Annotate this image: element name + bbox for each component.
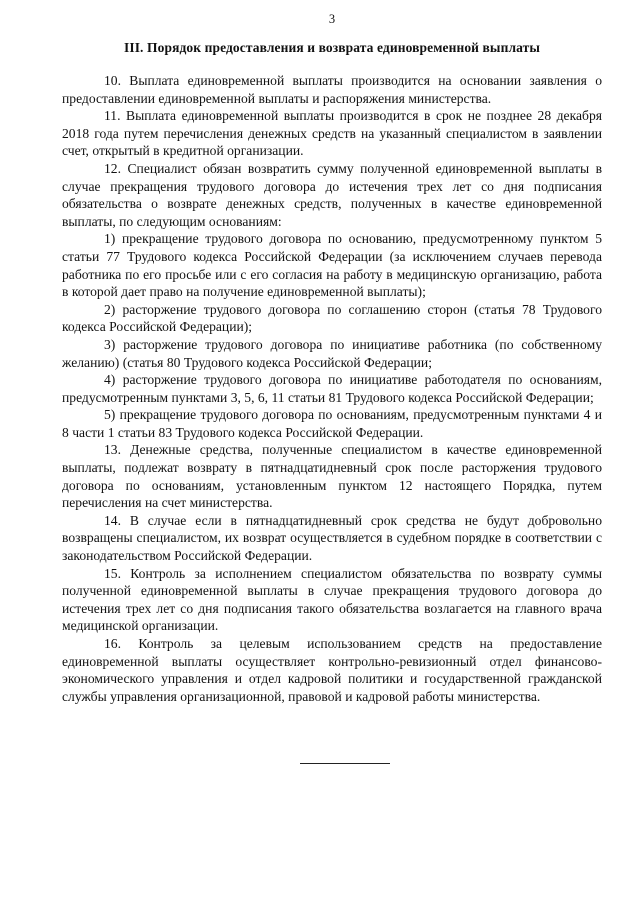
paragraph-15: 15. Контроль за исполнением специалистом обязательства по возврату суммы полученной единовременной выплаты в случае прекращения трудового договора до истечения трех лет со дня подписания такого обязательства возлагается на главного врача медицинской организации. bbox=[62, 565, 602, 634]
paragraph-13: 13. Денежные средства, полученные специалистом в качестве единовременной выплаты, подлежат возврату в пятнадцатидневный срок после расторжения трудового договора по основаниям, установленным пунктом 12 настоящего Порядка, путем перечисления на счет министерства. bbox=[62, 442, 602, 511]
paragraph-12: 12. Специалист обязан возвратить сумму полученной единовременной выплаты в случае прекращения трудового договора до истечения трех лет со дня подписания обязательства о возврате денежных средств, полученных в качестве единовременной выплаты, по следующим основаниям: bbox=[62, 160, 602, 229]
section-title: III. Порядок предоставления и возврата единовременной выплаты bbox=[124, 40, 540, 55]
list-item-4: 4) расторжение трудового договора по инициативе работодателя по основаниям, предусмотренным пунктами 3, 5, 6, 11 статьи 81 Трудового кодекса Российской Федерации; bbox=[62, 372, 602, 405]
list-item-5: 5) прекращение трудового договора по основаниям, предусмотренным пунктами 4 и 8 части 1 статьи 83 Трудового кодекса Российской Федерации. bbox=[62, 407, 602, 440]
paragraph-14: 14. В случае если в пятнадцатидневный срок средства не будут добровольно возвращены специалистом, их возврат осуществляется в судебном порядке в соответствии с законодательством Российской Федерации. bbox=[62, 512, 602, 564]
list-item-3: 3) расторжение трудового договора по инициативе работника (по собственному желанию) (статья 80 Трудового кодекса Российской Федерации; bbox=[62, 336, 602, 370]
list-item-1: 1) прекращение трудового договора по основанию, предусмотренному пунктом 5 статьи 77 Трудового кодекса Российской Федерации (за исключением случаев перевода работника по его просьбе или с его согласия на работу в медицинскую организацию, работа в которой дает право на получение единовременной выплаты); bbox=[62, 231, 602, 300]
document-body bbox=[62, 72, 602, 705]
end-of-document-rule bbox=[300, 763, 390, 764]
page-number: 3 bbox=[328, 12, 336, 26]
paragraph-10: 10. Выплата единовременной выплаты производится на основании заявления о предоставлении единовременной выплаты и распоряжения министерства. bbox=[62, 73, 602, 106]
paragraph-11: 11. Выплата единовременной выплаты производится в срок не позднее 28 декабря 2018 года путем перечисления денежных средств на указанный специалистом в заявлении счет, открытый в кредитной организации. bbox=[62, 108, 602, 159]
list-item-2: 2) расторжение трудового договора по соглашению сторон (статья 78 Трудового кодекса Российской Федерации); bbox=[62, 301, 602, 335]
paragraph-16: 16. Контроль за целевым использованием средств на предоставление единовременной выплаты осуществляет контрольно-ревизионный отдел финансово-экономического управления и отдел кадровой политики и государственной гражданской службы управления организационной, правовой и кадровой работы министерства. bbox=[62, 636, 602, 704]
